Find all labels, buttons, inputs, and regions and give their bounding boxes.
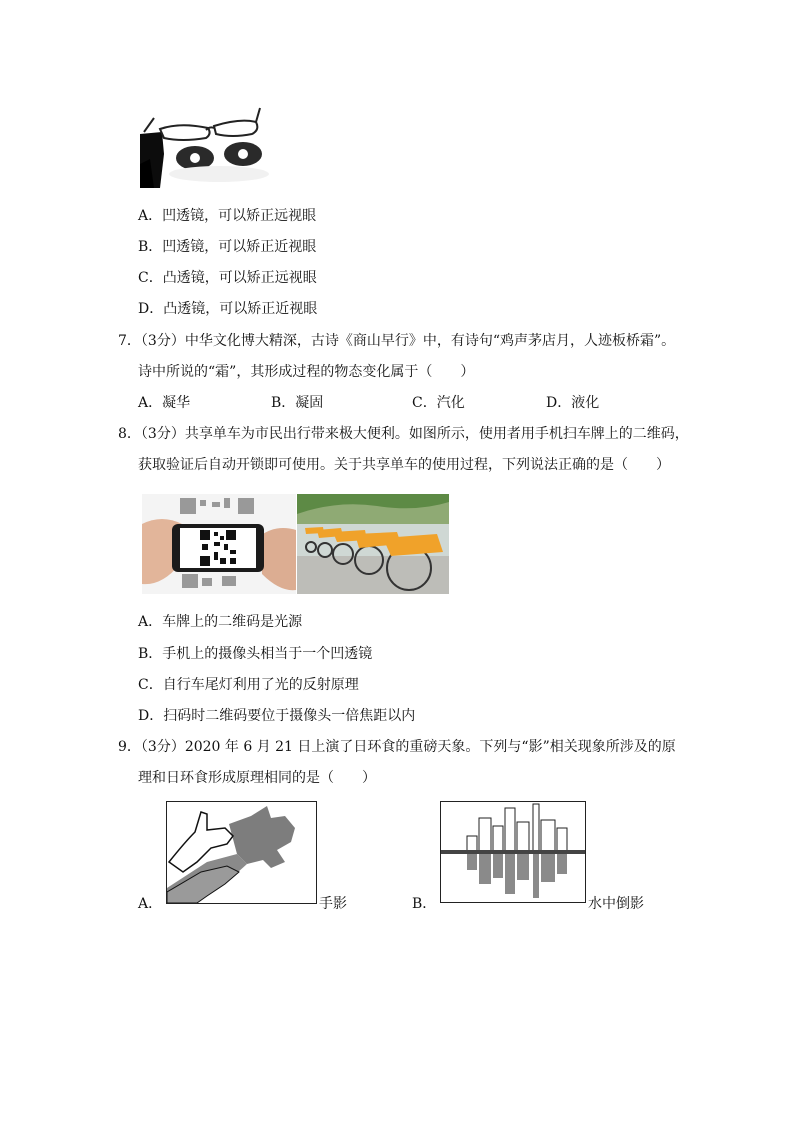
shared-bikes-image <box>297 494 449 594</box>
q6-option-c: C．凸透镜，可以矫正远视眼 <box>138 270 317 286</box>
q7-option-b: B．凝固 <box>271 395 324 411</box>
q8-option-c: C．自行车尾灯利用了光的反射原理 <box>138 677 359 693</box>
hand-shadow-image <box>166 801 317 904</box>
q6-option-d: D．凸透镜，可以矫正近视眼 <box>138 301 318 317</box>
q8-option-a: A．车牌上的二维码是光源 <box>138 614 303 630</box>
q7-option-c: C．汽化 <box>412 395 465 411</box>
q9-option-a-caption: 手影 <box>319 896 347 912</box>
q9-stem-line2: 理和日环食形成原理相同的是（ ） <box>138 770 376 786</box>
qr-scan-image <box>142 494 296 594</box>
q8-option-d: D．扫码时二维码要位于摄像头一倍焦距以内 <box>138 708 416 724</box>
q9-option-b-letter: B． <box>412 896 437 912</box>
q8-option-b: B．手机上的摄像头相当于一个凹透镜 <box>138 646 373 662</box>
q9-option-a-letter: A． <box>138 896 163 912</box>
q7-stem-line1: 7．（3分）中华文化博大精深，古诗《商山早行》中，有诗句“鸡声茅店月，人迹板桥霜”。 <box>118 333 676 349</box>
q7-option-d: D．液化 <box>546 395 600 411</box>
q8-stem-line2: 获取验证后自动开锁即可使用。关于共享单车的使用过程，下列说法正确的是（ ） <box>138 457 670 473</box>
q6-option-a: A．凹透镜，可以矫正远视眼 <box>138 208 317 224</box>
q9-option-b-caption: 水中倒影 <box>588 896 644 912</box>
q7-option-a: A．凝华 <box>138 395 191 411</box>
q6-option-b: B．凹透镜，可以矫正近视眼 <box>138 239 317 255</box>
q8-stem-line1: 8．（3分）共享单车为市民出行带来极大便利。如图所示，使用者用手机扫车牌上的二维码， <box>118 426 689 442</box>
glasses-image <box>140 104 274 188</box>
water-reflection-image <box>440 801 586 903</box>
q9-stem-line1: 9．（3分）2020 年 6 月 21 日上演了日环食的重磅天象。下列与“影”相关现象所涉及的原 <box>118 739 676 755</box>
q7-stem-line2: 诗中所说的“霜”，其形成过程的物态变化属于（ ） <box>138 364 475 380</box>
